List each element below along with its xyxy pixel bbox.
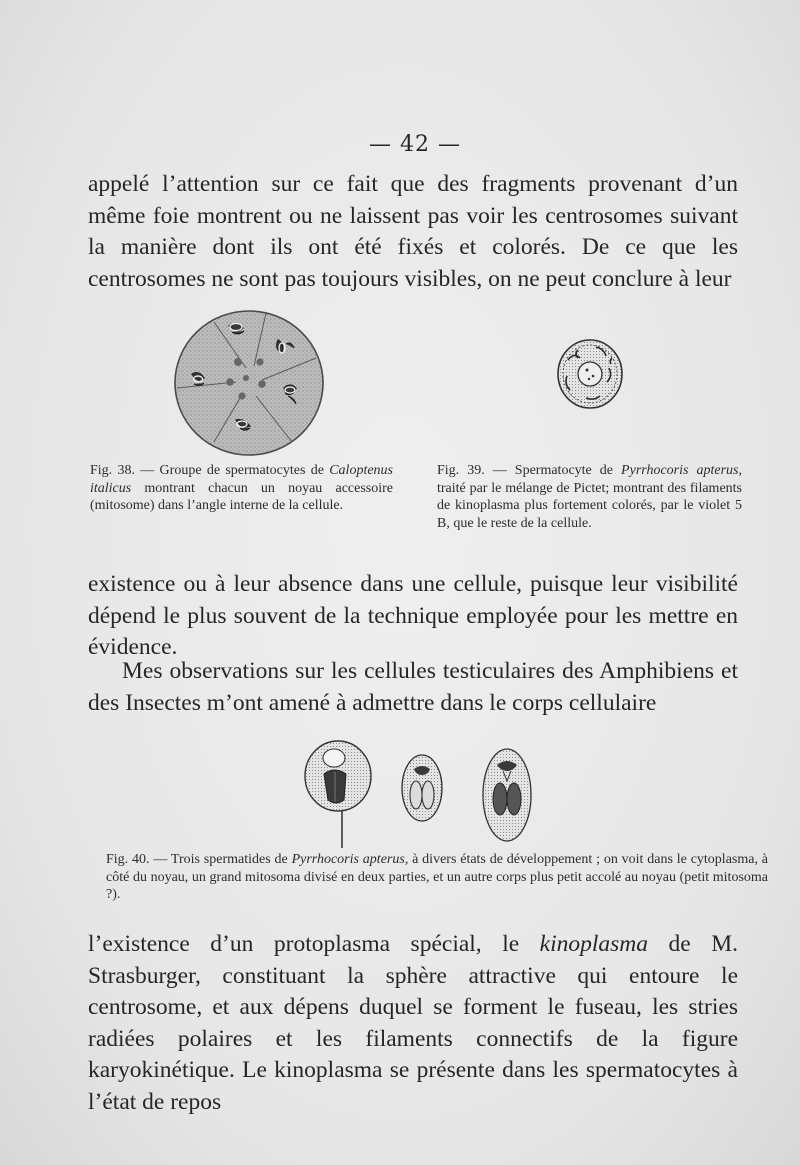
paragraph-3: Mes observations sur les cellules testiculaires des Amphibiens et des Insectes m’ont amené à admettre dans le corps cellulaire <box>88 658 738 716</box>
fig-38-dash: — Groupe de spermatocytes de <box>134 463 330 478</box>
fig-38-text: montrant chacun un noyau accessoire (mitosome) dans l’angle interne de la cellule. <box>90 480 393 513</box>
fig-39-dash: — Spermatocyte de <box>484 463 622 478</box>
page-number: — 42 — <box>369 132 461 157</box>
figure-40-spermatid-3 <box>481 747 533 843</box>
figure-40-spermatid-2 <box>400 753 444 823</box>
fig-39-label: Fig. 39. <box>437 463 485 478</box>
fig-40-text: , à divers états de développement ; on voit dans le cytoplasma, à côté du noyau, un grand mitosoma divisé en deux parties, et un autre corps plus petit accolé au noyau (petit mitosoma ?). <box>106 852 768 902</box>
caption-fig-39 <box>437 462 742 532</box>
figure-40-spermatid-1 <box>302 736 374 848</box>
figure-38-illustration <box>174 310 324 456</box>
paragraph-1: appelé l’attention sur ce fait que des fragments provenant d’un même foie montrent ou ne laissent pas voir les centrosomes suivant la manière dont ils ont été fixés et colorés. De ce que les centrosomes ne sont pas toujours visibles, on ne peut conclure à leur <box>88 171 738 292</box>
caption-fig-38 <box>90 462 393 515</box>
fig-40-species: Pyrrhocoris apterus <box>291 852 405 867</box>
paragraph-4 <box>88 929 738 1118</box>
paragraph-2: existence ou à leur absence dans une cellule, puisque leur visibilité dépend le plus souvent de la technique employée pour les mettre en évidence. <box>88 571 738 660</box>
caption-fig-40 <box>106 851 768 904</box>
term-kinoplasma: kinoplasma <box>539 931 649 957</box>
fig-40-label: Fig. 40. <box>106 852 150 867</box>
fig-38-species: Caloptenus italicus <box>90 463 393 496</box>
fig-40-dash: — Trois spermatides de <box>149 852 292 867</box>
figure-39-illustration <box>556 338 624 410</box>
fig-39-species: Pyrrhocoris apterus <box>621 463 739 478</box>
paragraph-4-text-b: de M. Strasburger, constituant la sphère attractive qui entoure le centrosome, et aux dépens duquel se forment le fuseau, les stries radiées polaires et les filaments connectifs de la figure karyokinétique. Le kinoplasma se présente dans les spermatocytes à l’état de repos <box>88 931 739 1115</box>
paragraph-4-text-a: l’existence d’un protoplasma spécial, le <box>88 931 540 957</box>
fig-39-text: , traité par le mélange de Pictet; montrant des filaments de kinoplasma plus fortement colorés, par le violet 5 B, que le reste de la cellule. <box>437 463 742 531</box>
fig-38-label: Fig. 38. <box>90 463 135 478</box>
